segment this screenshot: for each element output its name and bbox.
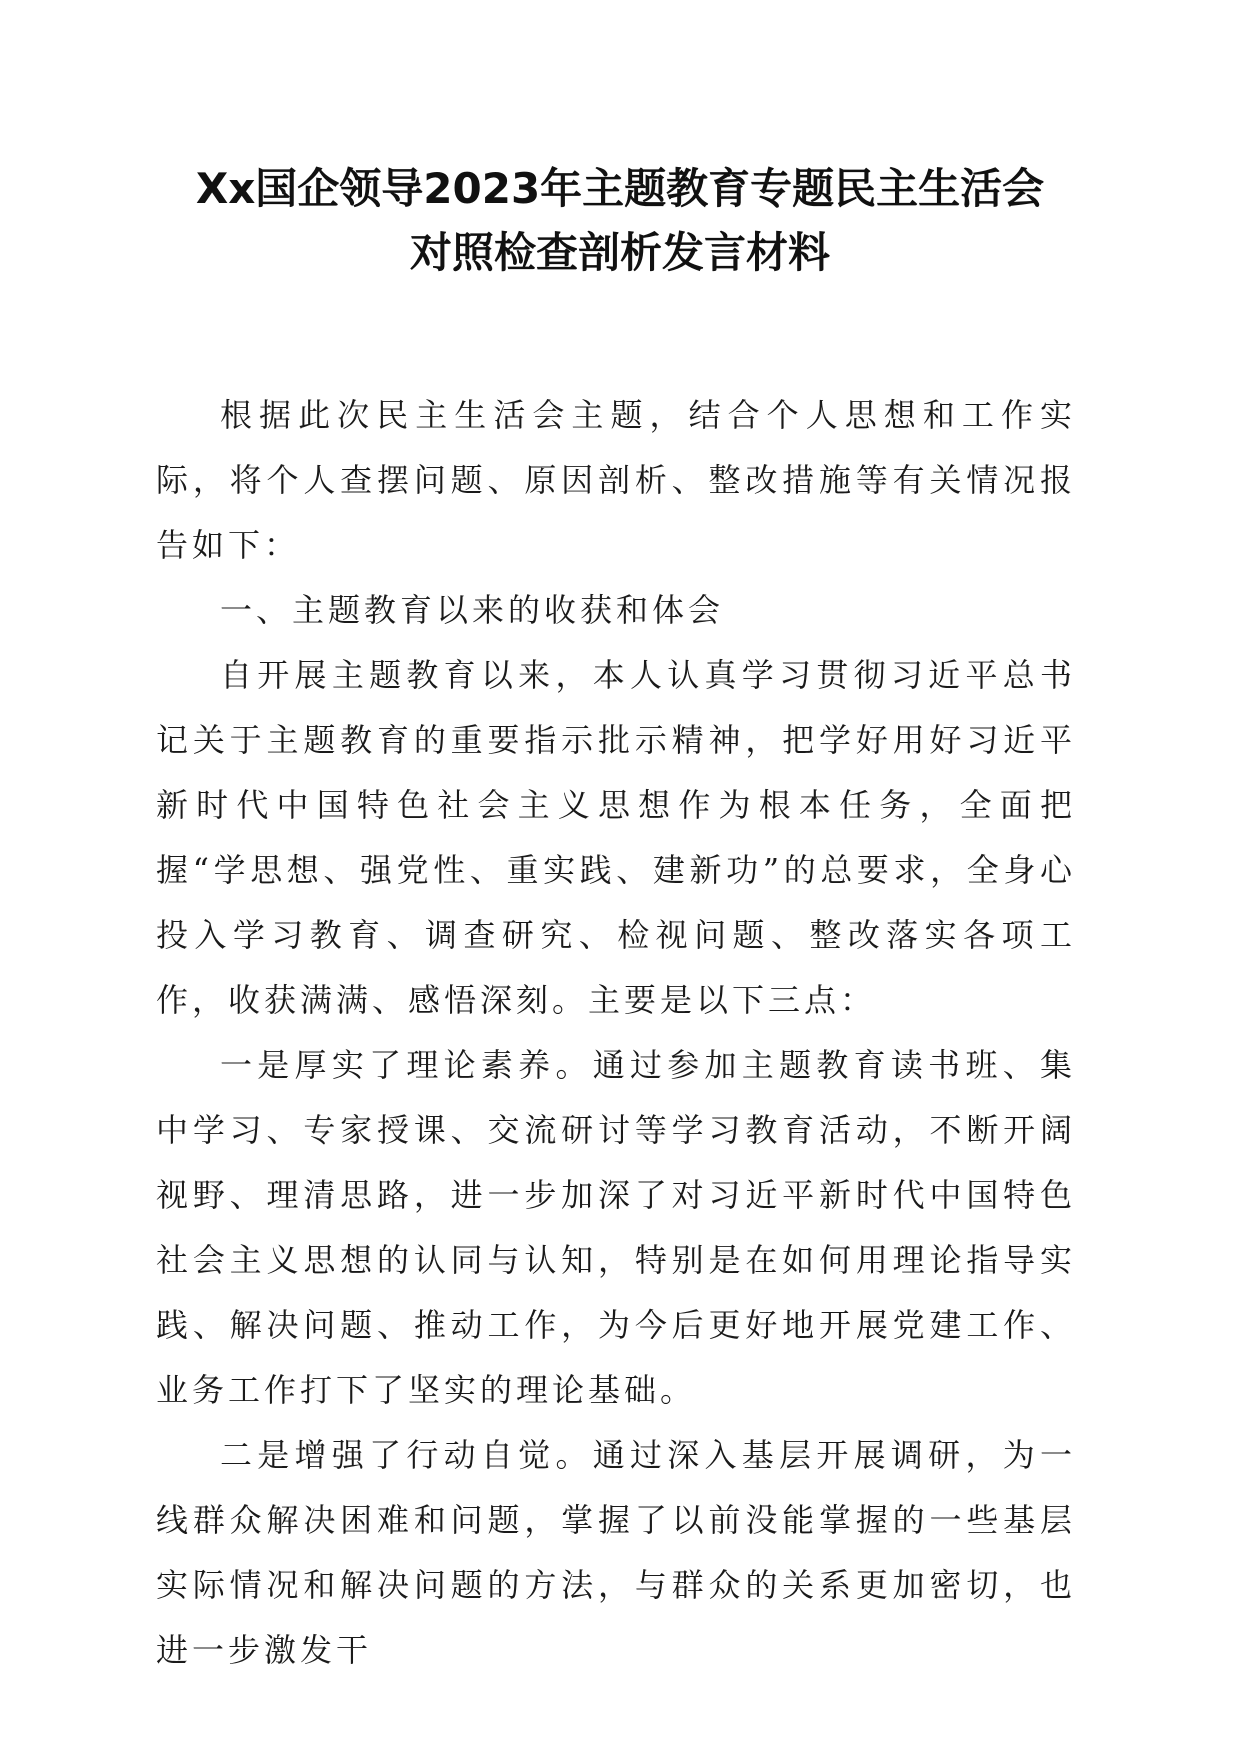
document-title-line-2: 对照检查剖析发言材料 <box>409 228 830 277</box>
intro-paragraph: 根据此次民主生活会主题，结合个人思想和工作实际，将个人查摆问题、原因剖析、整改措施等有关情况报告如下： <box>156 396 1076 564</box>
document-body <box>156 383 1076 1683</box>
section-heading-1: 一、主题教育以来的收获和体会 <box>220 591 725 629</box>
body-paragraph: 二是增强了行动自觉。通过深入基层开展调研，为一线群众解决困难和问题，掌握了以前没能掌握的一些基层实际情况和解决问题的方法，与群众的关系更加密切，也进一步激发干 <box>156 1436 1076 1669</box>
body-paragraph: 一是厚实了理论素养。通过参加主题教育读书班、集中学习、专家授课、交流研讨等学习教育活动，不断开阔视野、理清思路，进一步加深了对习近平新时代中国特色社会主义思想的认同与认知，特别是在如何用理论指导实践、解决问题、推动工作，为今后更好地开展党建工作、业务工作打下了坚实的理论基础。 <box>156 1046 1076 1409</box>
document-title-line-1: Xx国企领导2023年主题教育专题民主生活会 <box>195 164 1045 213</box>
body-paragraph: 自开展主题教育以来，本人认真学习贯彻习近平总书记关于主题教育的重要指示批示精神，把学好用好习近平新时代中国特色社会主义思想作为根本任务，全面把握“学思想、强党性、重实践、建新功”的总要求，全身心投入学习教育、调查研究、检视问题、整改落实各项工作，收获满满、感悟深刻。主要是以下三点： <box>156 656 1076 1019</box>
